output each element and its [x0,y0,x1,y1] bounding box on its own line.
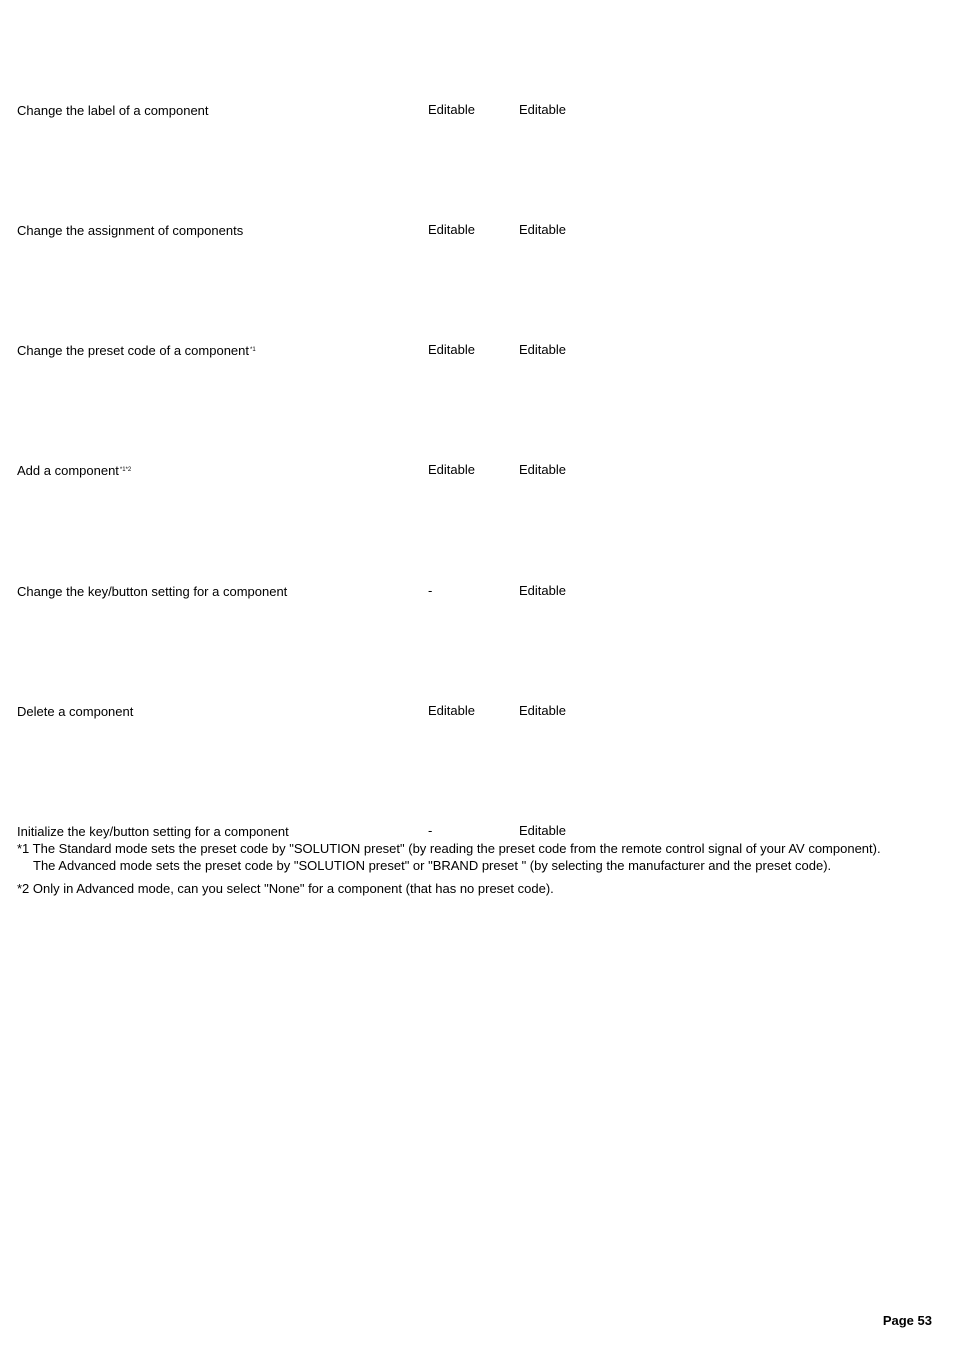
row-label: Change the assignment of components [17,223,244,238]
standard-mode-value: Editable [428,342,475,357]
advanced-mode-value: Editable [519,462,566,477]
footnote-ref: *1*2 [119,467,132,473]
advanced-mode-value: Editable [519,102,566,117]
standard-mode-value: - [428,823,433,838]
footnote-ref: *1 [250,347,256,353]
row-label: Change the key/button setting for a component [17,584,288,599]
row-label: Change the label of a component [17,103,209,118]
table-row [0,582,954,600]
row-label: Delete a component [17,704,134,719]
standard-mode-value: Editable [428,222,475,237]
table-row [0,461,954,479]
table-row [0,702,954,720]
advanced-mode-value: Editable [519,823,566,838]
footnote-1-continued: The Advanced mode sets the preset code by "SOLUTION preset" or "BRAND preset " (by selecting the manufacturer and the preset code). [33,858,832,873]
standard-mode-value: - [428,583,433,598]
table-row [0,101,954,119]
table-row [0,341,954,359]
footnote-1: *1 The Standard mode sets the preset code by "SOLUTION preset" (by reading the preset code from the remote control signal of your AV component). [17,841,881,856]
page-number: Page 53 [882,1313,932,1328]
table-row [0,822,954,840]
standard-mode-value: Editable [428,102,475,117]
footnote-2: *2 Only in Advanced mode, can you select "None" for a component (that has no preset code). [17,881,554,896]
advanced-mode-value: Editable [519,342,566,357]
row-label: Change the preset code of a component$^{*1}$ [17,343,256,358]
advanced-mode-value: Editable [519,703,566,718]
advanced-mode-value: Editable [519,222,566,237]
standard-mode-value: Editable [428,703,475,718]
table-row [0,221,954,239]
row-label: Initialize the key/button setting for a component [17,824,289,839]
standard-mode-value: Editable [428,462,475,477]
row-label: Add a component$^{*1*2}$ [17,463,132,478]
advanced-mode-value: Editable [519,583,566,598]
